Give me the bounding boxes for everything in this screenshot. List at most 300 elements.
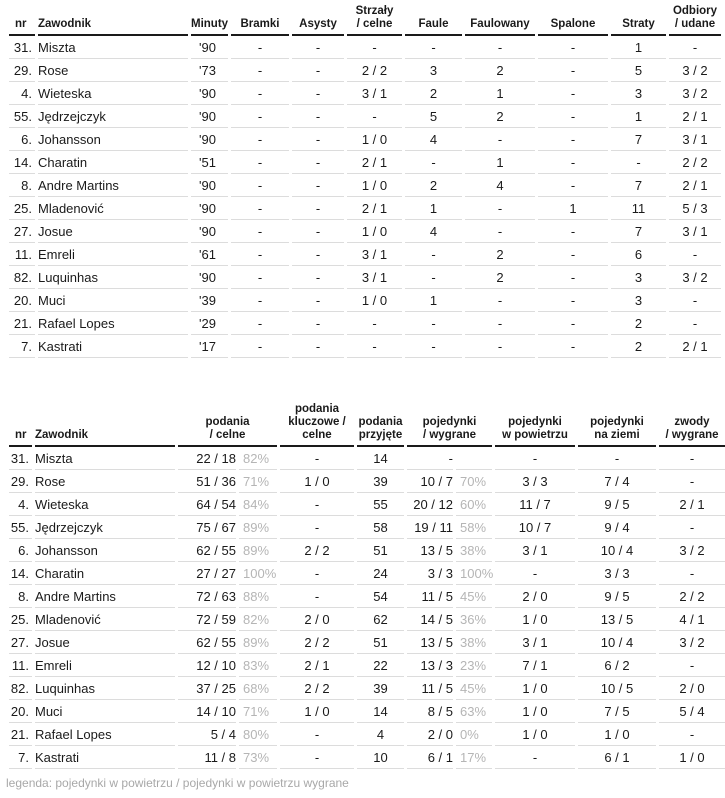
cell-received: 14 [357,700,404,723]
cell-recoveries: 3 / 2 [669,266,721,289]
cell-fouled: - [465,197,535,220]
cell-shots: 3 / 1 [347,82,402,105]
cell-goals: - [231,105,289,128]
cell-duels-pct: 17% [456,746,492,769]
cell-passes: 62 / 55 [178,539,236,562]
header-key-passes [280,403,354,447]
cell-air-duels: 1 / 0 [495,677,575,700]
table-row [9,128,725,151]
cell-passes-pct: 80% [239,723,277,746]
cell-fouled: 2 [465,243,535,266]
cell-player-name: Jędrzejczyk [35,516,175,539]
cell-assists: - [292,335,344,358]
table-row [9,700,725,723]
cell-passes-pct: 88% [239,585,277,608]
cell-player-name: Wieteska [35,493,175,516]
cell-fouls: - [405,312,462,335]
cell-nr: 55. [9,105,35,128]
cell-received: 55 [357,493,404,516]
cell-duels-pct: 100% [456,562,492,585]
cell-passes-pct: 89% [239,539,277,562]
cell-air-duels: 3 / 3 [495,470,575,493]
header-received [357,403,404,447]
cell-ground-duels: 9 / 5 [578,585,656,608]
cell-recoveries: 2 / 1 [669,335,721,358]
table-row [9,174,725,197]
header-losses: Straty [611,5,666,36]
cell-minutes: '73 [191,59,228,82]
cell-fouls: - [405,266,462,289]
table2-body [9,447,725,769]
header-duels-line2: / wygrane [422,429,477,441]
table-row [9,220,725,243]
cell-shots: 1 / 0 [347,289,402,312]
cell-nr: 29. [9,59,35,82]
cell-fouls: 2 [405,174,462,197]
cell-received: 22 [357,654,404,677]
cell-nr: 25. [9,608,32,631]
cell-ground-duels: 9 / 4 [578,516,656,539]
cell-player-name: Miszta [35,447,175,470]
cell-duels: 3 / 3 [407,562,453,585]
cell-nr: 8. [9,585,32,608]
cell-nr: 82. [9,677,32,700]
header-key-line1: podania [294,403,340,415]
cell-duels: 11 / 5 [407,585,453,608]
cell-player-name: Rose [38,59,188,82]
cell-duels: 10 / 7 [407,470,453,493]
cell-duels-pct: 38% [456,631,492,654]
cell-passes: 22 / 18 [178,447,236,470]
cell-duels: 2 / 0 [407,723,453,746]
table-row [9,197,725,220]
cell-key-passes: 2 / 2 [280,539,354,562]
cell-air-duels: 1 / 0 [495,700,575,723]
header-offsides: Spalone [538,5,608,36]
cell-assists: - [292,174,344,197]
cell-recoveries: 3 / 1 [669,220,721,243]
cell-player-name: Wieteska [38,82,188,105]
cell-passes: 5 / 4 [178,723,236,746]
header-dribbles-line2: / wygrane [665,429,719,441]
cell-fouls: - [405,335,462,358]
cell-offsides: 1 [538,197,608,220]
header-ground-duels [578,403,656,447]
cell-key-passes: - [280,493,354,516]
cell-losses: 3 [611,82,666,105]
cell-assists: - [292,243,344,266]
cell-nr: 4. [9,493,32,516]
cell-ground-duels: - [578,447,656,470]
cell-passes-pct: 89% [239,516,277,539]
cell-nr: 11. [9,243,35,266]
cell-offsides: - [538,266,608,289]
cell-goals: - [231,243,289,266]
cell-key-passes: 2 / 2 [280,631,354,654]
header-passes-line2: / celne [209,429,246,441]
cell-goals: - [231,289,289,312]
table-row [9,516,725,539]
cell-recoveries: - [669,289,721,312]
cell-fouls: 5 [405,105,462,128]
cell-minutes: '90 [191,36,228,59]
cell-passes: 27 / 27 [178,562,236,585]
cell-passes: 12 / 10 [178,654,236,677]
table-row [9,36,725,59]
cell-dribbles: - [659,447,725,470]
cell-player-name: Muci [35,700,175,723]
cell-minutes: '90 [191,220,228,243]
cell-duels-pct: 58% [456,516,492,539]
cell-nr: 14. [9,562,32,585]
cell-losses: 6 [611,243,666,266]
cell-player-name: Josue [35,631,175,654]
cell-player-name: Rafael Lopes [38,312,188,335]
cell-minutes: '90 [191,105,228,128]
cell-duels-pct [456,447,492,470]
cell-key-passes: - [280,447,354,470]
cell-received: 10 [357,746,404,769]
cell-losses: 2 [611,312,666,335]
header-duels [407,403,492,447]
cell-player-name: Luquinhas [38,266,188,289]
cell-fouls: 4 [405,220,462,243]
cell-passes-pct: 82% [239,608,277,631]
cell-received: 51 [357,539,404,562]
player-stats-table-1 [6,5,725,358]
cell-passes-pct: 83% [239,654,277,677]
cell-player-name: Mladenović [35,608,175,631]
cell-losses: 7 [611,174,666,197]
cell-passes: 62 / 55 [178,631,236,654]
cell-nr: 27. [9,631,32,654]
cell-duels: 13 / 3 [407,654,453,677]
cell-shots: - [347,105,402,128]
cell-duels-pct: 45% [456,677,492,700]
cell-ground-duels: 6 / 2 [578,654,656,677]
cell-air-duels: - [495,562,575,585]
cell-player-name: Kastrati [38,335,188,358]
cell-passes-pct: 100% [239,562,277,585]
cell-duels: 19 / 11 [407,516,453,539]
cell-offsides: - [538,128,608,151]
cell-duels-pct: 60% [456,493,492,516]
header-player: Zawodnik [38,5,188,36]
cell-assists: - [292,197,344,220]
cell-received: 24 [357,562,404,585]
cell-nr: 6. [9,128,35,151]
cell-received: 58 [357,516,404,539]
cell-fouls: - [405,36,462,59]
cell-offsides: - [538,59,608,82]
cell-nr: 31. [9,36,35,59]
cell-passes: 75 / 67 [178,516,236,539]
cell-fouled: - [465,335,535,358]
cell-recoveries: 2 / 1 [669,174,721,197]
table-row [9,59,725,82]
cell-fouled: 2 [465,105,535,128]
cell-dribbles: 2 / 2 [659,585,725,608]
table-row [9,562,725,585]
cell-fouls: 4 [405,128,462,151]
cell-fouled: - [465,220,535,243]
cell-passes-pct: 68% [239,677,277,700]
cell-nr: 7. [9,335,35,358]
cell-air-duels: 1 / 0 [495,608,575,631]
table-row [9,151,725,174]
cell-losses: 2 [611,335,666,358]
cell-losses: 3 [611,289,666,312]
cell-shots: - [347,335,402,358]
header-passes-line1: podania [205,416,250,428]
cell-received: 62 [357,608,404,631]
cell-air-duels: 1 / 0 [495,723,575,746]
cell-goals: - [231,82,289,105]
cell-nr: 82. [9,266,35,289]
cell-ground-duels: 3 / 3 [578,562,656,585]
cell-player-name: Kastrati [35,746,175,769]
cell-air-duels: 3 / 1 [495,539,575,562]
cell-minutes: '90 [191,82,228,105]
cell-duels: 13 / 5 [407,631,453,654]
table-row [9,335,725,358]
cell-dribbles: 4 / 1 [659,608,725,631]
cell-goals: - [231,174,289,197]
cell-assists: - [292,36,344,59]
header-air-duels [495,403,575,447]
cell-ground-duels: 10 / 4 [578,539,656,562]
cell-ground-duels: 7 / 4 [578,470,656,493]
table-row [9,82,725,105]
cell-nr: 14. [9,151,35,174]
cell-player-name: Emreli [38,243,188,266]
cell-fouls: 3 [405,59,462,82]
cell-fouls: 1 [405,197,462,220]
header-assists: Asysty [292,5,344,36]
cell-assists: - [292,220,344,243]
cell-offsides: - [538,335,608,358]
header-minutes: Minuty [191,5,228,36]
cell-ground-duels: 10 / 4 [578,631,656,654]
cell-ground-duels: 7 / 5 [578,700,656,723]
table-row [9,631,725,654]
table-header-row [9,5,725,36]
cell-passes: 14 / 10 [178,700,236,723]
cell-recoveries: - [669,36,721,59]
cell-losses: 7 [611,220,666,243]
cell-nr: 6. [9,539,32,562]
cell-passes: 72 / 59 [178,608,236,631]
cell-passes-pct: 84% [239,493,277,516]
cell-player-name: Rose [35,470,175,493]
header-shots [347,5,402,36]
header-passes [178,403,277,447]
cell-key-passes: 2 / 1 [280,654,354,677]
cell-nr: 21. [9,312,35,335]
cell-nr: 7. [9,746,32,769]
table-header-row [9,403,725,447]
table-row [9,447,725,470]
header-player: Zawodnik [35,403,175,447]
cell-offsides: - [538,82,608,105]
cell-goals: - [231,59,289,82]
cell-recoveries: - [669,243,721,266]
header-recoveries-line1: Odbiory [672,5,718,17]
cell-assists: - [292,59,344,82]
cell-fouled: 2 [465,266,535,289]
cell-shots: 3 / 1 [347,243,402,266]
cell-losses: 11 [611,197,666,220]
cell-duels-pct: 63% [456,700,492,723]
cell-minutes: '90 [191,266,228,289]
cell-player-name: Miszta [38,36,188,59]
header-received-line2: przyjęte [358,429,403,441]
cell-assists: - [292,289,344,312]
cell-shots: - [347,312,402,335]
cell-air-duels: 10 / 7 [495,516,575,539]
cell-nr: 55. [9,516,32,539]
cell-minutes: '39 [191,289,228,312]
cell-assists: - [292,151,344,174]
cell-player-name: Muci [38,289,188,312]
cell-player-name: Mladenović [38,197,188,220]
cell-offsides: - [538,36,608,59]
cell-air-duels: 3 / 1 [495,631,575,654]
cell-fouled: 1 [465,82,535,105]
header-recoveries-line2: / udane [674,18,716,30]
cell-dribbles: 2 / 1 [659,493,725,516]
cell-losses: 1 [611,36,666,59]
cell-recoveries: 5 / 3 [669,197,721,220]
header-air-line1: pojedynki [508,416,562,428]
cell-recoveries: - [669,312,721,335]
table-row [9,677,725,700]
cell-minutes: '90 [191,197,228,220]
cell-passes-pct: 71% [239,700,277,723]
cell-dribbles: 3 / 2 [659,631,725,654]
header-shots-line1: Strzały [355,5,394,17]
table-row [9,493,725,516]
cell-duels: 8 / 5 [407,700,453,723]
cell-key-passes: - [280,723,354,746]
cell-key-passes: - [280,746,354,769]
cell-assists: - [292,105,344,128]
table-row [9,746,725,769]
cell-nr: 25. [9,197,35,220]
player-stats-table-2 [6,403,725,769]
cell-passes-pct: 71% [239,470,277,493]
cell-offsides: - [538,243,608,266]
cell-shots: 1 / 0 [347,128,402,151]
cell-dribbles: - [659,562,725,585]
cell-goals: - [231,151,289,174]
cell-received: 4 [357,723,404,746]
cell-fouled: 2 [465,59,535,82]
cell-offsides: - [538,312,608,335]
cell-player-name: Johansson [35,539,175,562]
table-row [9,312,725,335]
cell-key-passes: - [280,516,354,539]
cell-recoveries: 2 / 2 [669,151,721,174]
header-air-line2: w powietrzu [502,429,568,441]
cell-passes: 37 / 25 [178,677,236,700]
table-row [9,105,725,128]
cell-duels: - [407,447,453,470]
table-row [9,723,725,746]
cell-received: 39 [357,470,404,493]
cell-duels-pct: 23% [456,654,492,677]
cell-recoveries: 3 / 2 [669,59,721,82]
cell-received: 39 [357,677,404,700]
header-ground-line2: na ziemi [594,429,640,441]
cell-dribbles: - [659,516,725,539]
cell-air-duels: 11 / 7 [495,493,575,516]
cell-shots: 3 / 1 [347,266,402,289]
table-row [9,608,725,631]
cell-nr: 20. [9,289,35,312]
cell-shots: 1 / 0 [347,220,402,243]
table-row [9,470,725,493]
legend-note: legenda: pojedynki w powietrzu / pojedynki w powietrzu wygrane [6,776,349,790]
cell-duels: 20 / 12 [407,493,453,516]
cell-assists: - [292,266,344,289]
cell-dribbles: - [659,723,725,746]
cell-nr: 11. [9,654,32,677]
table-row [9,539,725,562]
table1-body [9,36,725,358]
cell-duels-pct: 0% [456,723,492,746]
cell-fouled: 1 [465,151,535,174]
cell-goals: - [231,312,289,335]
cell-passes-pct: 89% [239,631,277,654]
cell-key-passes: 2 / 0 [280,608,354,631]
cell-fouled: - [465,289,535,312]
header-goals: Bramki [231,5,289,36]
cell-fouls: - [405,151,462,174]
cell-duels-pct: 70% [456,470,492,493]
cell-passes-pct: 73% [239,746,277,769]
cell-duels: 11 / 5 [407,677,453,700]
header-duels-line1: pojedynki [422,416,477,428]
cell-fouled: - [465,128,535,151]
header-ground-line1: pojedynki [590,416,644,428]
header-shots-line2: / celne [356,18,393,30]
cell-minutes: '29 [191,312,228,335]
header-received-line1: podania [358,416,403,428]
cell-goals: - [231,197,289,220]
header-fouled: Faulowany [465,5,535,36]
cell-shots: - [347,36,402,59]
cell-player-name: Charatin [35,562,175,585]
cell-nr: 8. [9,174,35,197]
cell-ground-duels: 10 / 5 [578,677,656,700]
cell-passes: 11 / 8 [178,746,236,769]
cell-passes-pct: 82% [239,447,277,470]
cell-nr: 27. [9,220,35,243]
cell-dribbles: - [659,654,725,677]
cell-nr: 29. [9,470,32,493]
header-dribbles-line1: zwody [674,416,710,428]
cell-air-duels: 2 / 0 [495,585,575,608]
cell-duels: 6 / 1 [407,746,453,769]
table-row [9,266,725,289]
cell-goals: - [231,220,289,243]
cell-nr: 31. [9,447,32,470]
cell-minutes: '61 [191,243,228,266]
cell-key-passes: 1 / 0 [280,700,354,723]
cell-ground-duels: 6 / 1 [578,746,656,769]
cell-passes: 72 / 63 [178,585,236,608]
